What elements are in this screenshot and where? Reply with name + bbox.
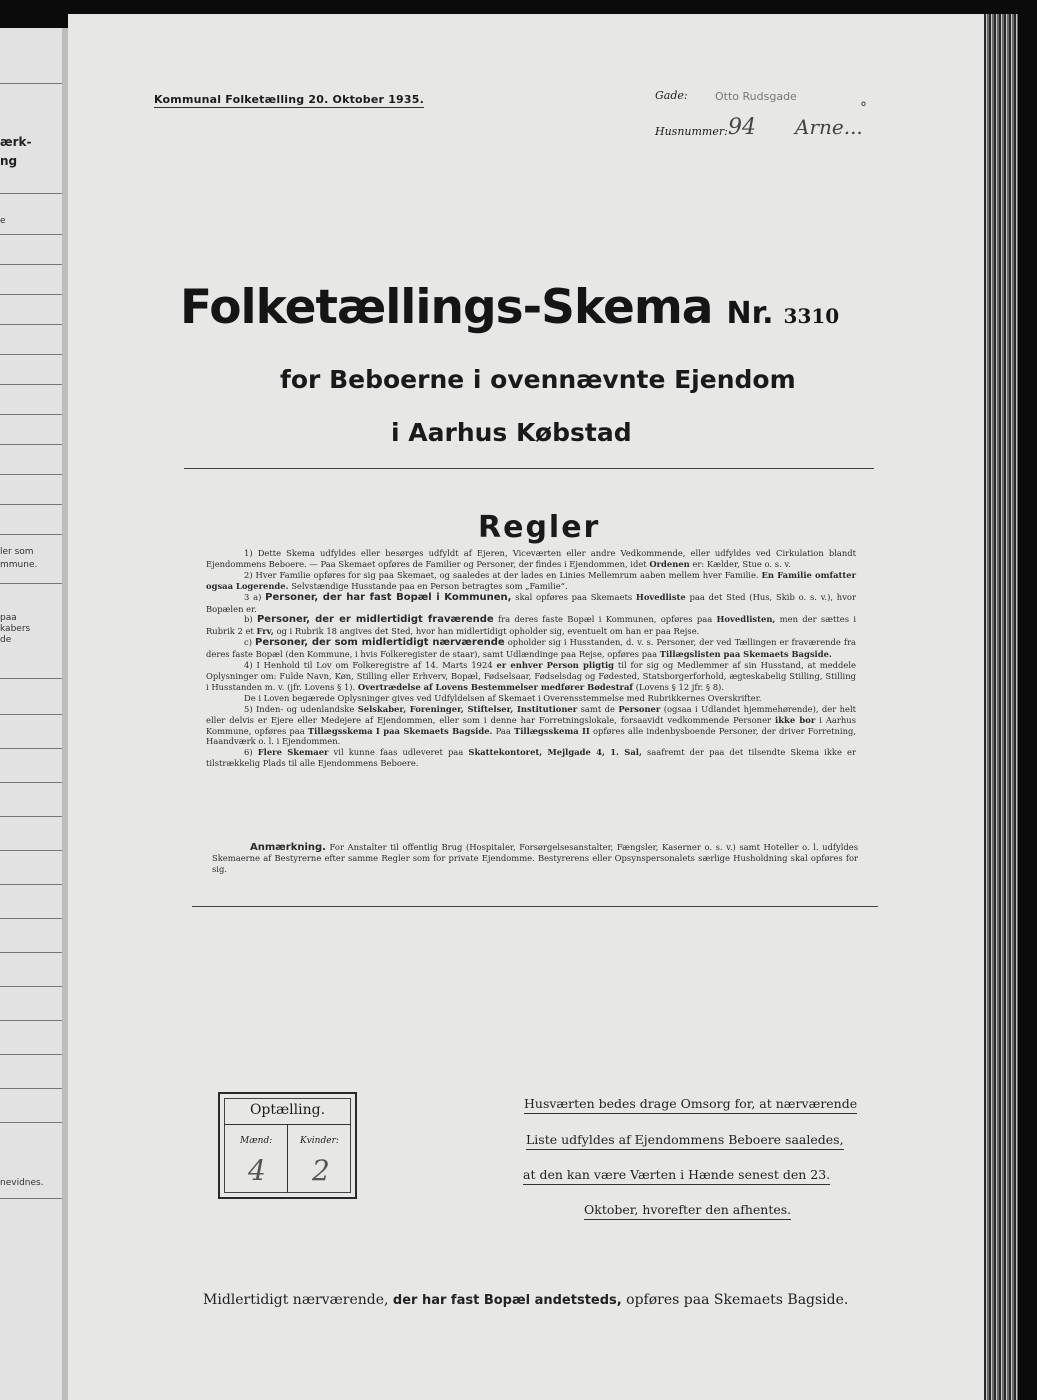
left-page-rule <box>0 748 62 749</box>
rules-divider <box>192 906 878 907</box>
left-page-rule <box>0 534 62 535</box>
left-page-rule <box>0 986 62 987</box>
notice-line-3: at den kan være Værten i Hænde senest den 23. <box>523 1167 830 1185</box>
note-body: For Anstalter til offentlig Brug (Hospitaler, Forsørgelsesanstalter, Fængsler, Kaserner o. s. v.) samt Hoteller o. l. udfyldes Skemaerne af Bestyrerne efter samme Regler som for private Ejendomme. Bestyrerens eller Opsynspersonalets særlige Husholdning skal opføres for sig. <box>212 842 858 874</box>
note-text <box>212 842 858 875</box>
footer-text-2: opføres paa Skemaets Bagside. <box>626 1292 849 1308</box>
left-page-rule <box>0 714 62 715</box>
footer-text-bold: der har fast Bopæl andetsteds, <box>392 1293 622 1308</box>
left-page-rule <box>0 83 62 84</box>
men-count: 4 <box>248 1154 266 1187</box>
notice-line-2: Liste udfyldes af Ejendommens Beboere saaledes, <box>526 1132 844 1150</box>
note-label: Anmærkning. <box>250 842 326 853</box>
left-page-rule <box>0 1122 62 1123</box>
rule-3c: c) Personer, der som midlertidigt nærværende opholder sig i Husstanden, d. v. s. Personer, der ved Tællingen er fraværende fra deres faste Bopæl (den Kommune, i hvis Folkeregister de staar), samt Udlændinge paa Rejse, opføres paa Tillægslisten paa Skemaets Bagside. <box>206 637 856 660</box>
page-stack-edge <box>984 14 1018 1400</box>
left-page-rule <box>0 1054 62 1055</box>
left-page-rule <box>0 1198 62 1199</box>
left-page-rule <box>0 918 62 919</box>
left-page-fragment: mmune. <box>0 560 38 570</box>
rules-text <box>206 548 856 769</box>
notice-line-1: Husværten bedes drage Omsorg for, at nærværende <box>524 1096 857 1114</box>
count-box <box>218 1092 357 1199</box>
left-page-fragment: e <box>0 216 6 226</box>
left-page-fragment: paa <box>0 613 17 623</box>
house-number-note: Arne... <box>795 115 863 139</box>
left-page-rule <box>0 234 62 235</box>
left-page-fragment: ng <box>0 154 18 168</box>
left-page-fragment: nevidnes. <box>0 1178 44 1188</box>
left-page-rule <box>0 264 62 265</box>
left-page-rule <box>0 414 62 415</box>
men-label: Mænd: <box>240 1136 273 1146</box>
rule-3b: b) Personer, der er midlertidigt fraværende fra deres faste Bopæl i Kommunen, opføres paa Hovedlisten, men der sættes i Rubrik 2 et Frv, og i Rubrik 18 angives det Sted, hvor han midlertidigt opholder sig, eventuelt om han er paa Rejse. <box>206 614 857 637</box>
house-number-mark: ° <box>860 100 867 116</box>
left-page-rule <box>0 583 62 584</box>
rule-6: 6) Flere Skemaer vil kunne faas udleveret paa Skattekontoret, Mejlgade 4, 1. Sal, saafremt der paa det tilsendte Skema ikke er tilstrækkelig Plads til alle Ejendommens Beboere. <box>206 747 857 769</box>
left-page-fragment: kabers <box>0 624 31 634</box>
count-box-title: Optælling. <box>249 1102 326 1118</box>
left-page-rule <box>0 193 62 194</box>
rule-5: 5) Inden- og udenlandske Selskaber, Foreninger, Stiftelser, Institutioner samt de Personer (ogsaa i Udlandet hjemmehørende), der helt eller delvis er Ejere eller Medejere af Ejendommen, eller som i denne har Forretningslokale, forsaavidt vedkommende Personer ikke bor i Aarhus Kommune, opføres paa Tillægsskema I paa Skemaets Bagside. Paa Tillægsskema II opføres alle indenbysboende Personer, der driver Forretning, Haandværk o. l. i Ejendommen. <box>206 703 857 747</box>
left-page-rule <box>0 504 62 505</box>
left-page <box>0 28 70 1400</box>
rule-3a: 3 a) Personer, der har fast Bopæl i Kommunen, skal opføres paa Skemaets Hovedliste paa det Sted (Hus, Skib o. s. v.), hvor Bopælen er. <box>206 591 856 614</box>
form-subtitle-2: i Aarhus Købstad <box>391 418 632 447</box>
left-page-rule <box>0 324 62 325</box>
house-number-value: 94 <box>728 115 756 140</box>
rule-1: 1) Dette Skema udfyldes eller besørges udfyldt af Ejeren, Viceværten eller andre Vedkommende, eller udfyldes ved Cirkulation blandt Ejendommens Beboere. — Paa Skemaet opføres de Familier og Personer, der findes i Ejendommen, idet Ordenen er: Kælder, Stue o. s. v. <box>206 548 856 569</box>
left-page-fragment: ærk- <box>0 135 32 149</box>
women-label: Kvinder: <box>300 1136 339 1146</box>
form-number-value: 3310 <box>783 304 840 328</box>
census-title: Kommunal Folketælling 20. Oktober 1935. <box>154 93 424 106</box>
count-box-column-divider <box>287 1125 288 1193</box>
rule-4b: De i Loven begærede Oplysninger gives ved Udfyldelsen af Skemaet i Overensstemmelse med Rubrikkernes Overskrifter. <box>244 692 762 703</box>
rule-2: 2) Hver Familie opføres for sig paa Skemaet, og saaledes at der lades en Linies Mellemrum aaben mellem hver Familie. En Familie omfatter ogsaa Logerende. Selvstændige Husstande paa en Person betragtes som „Familie“. <box>206 569 856 591</box>
notice-line-4: Oktober, hvorefter den afhentes. <box>584 1202 791 1220</box>
footer-note <box>203 1292 848 1308</box>
rule-4: 4) I Henhold til Lov om Folkeregistre af 14. Marts 1924 er enhver Person pligtig til for sig og Medlemmer af sin Husstand, at meddele Oplysninger om: Fulde Navn, Køn, Stilling eller Erhverv, Bopæl, Fødselsaar, Fødselsdag og Fødested, Statsborgerforhold, ægteskabelig Stilling, Stilling i Husstanden m. v. (jfr. Lovens § 1). Overtrædelse af Lovens Bestemmelser medfører Bødestraf (Lovens § 12 jfr. § 8). <box>206 660 856 692</box>
left-page-rule <box>0 816 62 817</box>
left-page-rule <box>0 474 62 475</box>
left-page-rule <box>0 444 62 445</box>
left-page-rule <box>0 678 62 679</box>
left-page-rule <box>0 354 62 355</box>
house-number-label: Husnummer: <box>655 125 728 138</box>
left-page-rule <box>0 952 62 953</box>
street-label: Gade: <box>655 89 688 102</box>
left-page-fragment: de <box>0 635 12 645</box>
women-count: 2 <box>312 1154 330 1187</box>
left-page-rule <box>0 384 62 385</box>
left-page-rule <box>0 294 62 295</box>
left-page-rule <box>0 850 62 851</box>
form-subtitle-1: for Beboerne i ovennævnte Ejendom <box>280 365 796 394</box>
left-page-fragment: ler som <box>0 547 34 557</box>
footer-text-1: Midlertidigt nærværende, <box>203 1292 389 1308</box>
form-title <box>180 280 839 335</box>
left-page-rule <box>0 1088 62 1089</box>
left-page-rule <box>0 1020 62 1021</box>
rules-heading: Regler <box>478 510 601 545</box>
left-page-rule <box>0 884 62 885</box>
form-title-text: Folketællings-Skema <box>180 280 713 335</box>
title-divider <box>184 468 874 469</box>
form-number-label: Nr. <box>726 296 774 331</box>
left-page-rule <box>0 782 62 783</box>
street-value: Otto Rudsgade <box>715 90 797 103</box>
